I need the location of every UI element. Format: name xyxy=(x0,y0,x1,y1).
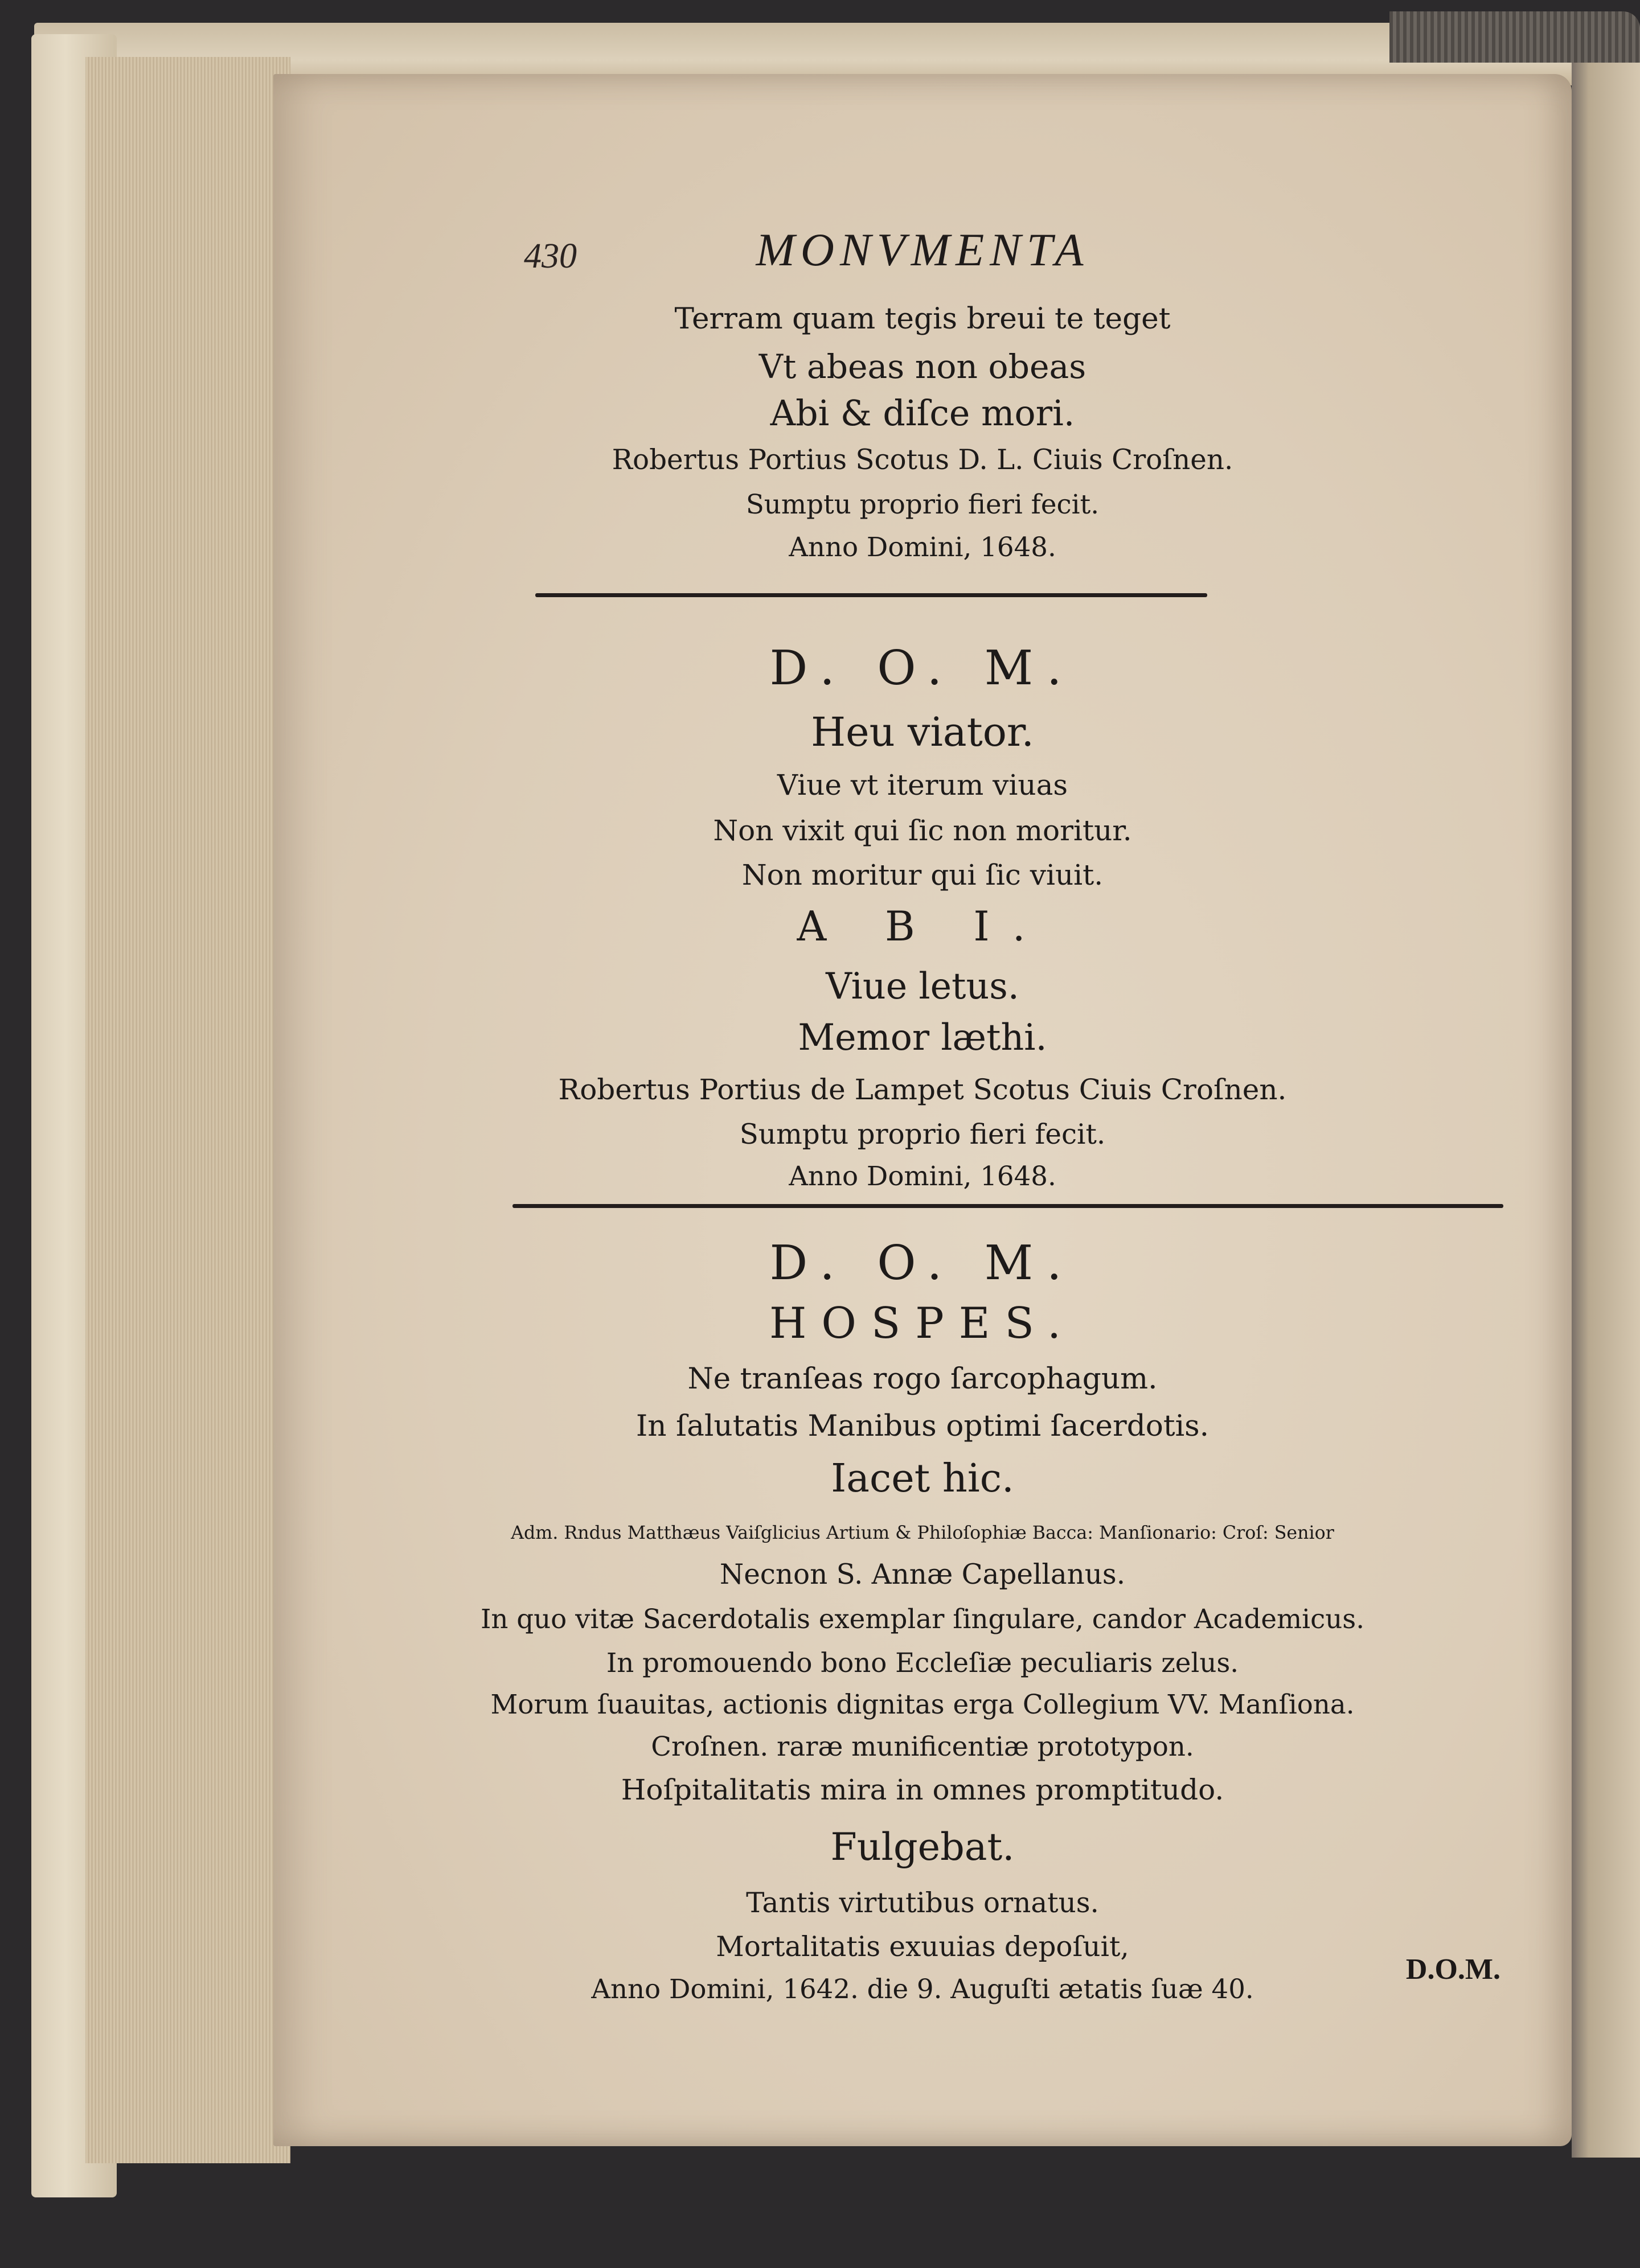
inscription-line: Hoſpitalitatis mira in omnes promptitudo. xyxy=(621,1773,1224,1806)
inscription-line: Fulgebat. xyxy=(830,1825,1015,1869)
inscription-line: Terram quam tegis breui te teget xyxy=(674,302,1171,336)
catchword: D.O.M. xyxy=(1405,1953,1500,1986)
book-spine xyxy=(1389,11,1640,63)
inscription-line: Morum ſuauitas, actionis dignitas erga Collegium VV. Manſiona. xyxy=(490,1690,1355,1720)
inscription-line: Non moritur qui ſic viuit. xyxy=(741,858,1104,891)
inscription-line: Anno Domini, 1648. xyxy=(789,532,1056,563)
book-page xyxy=(273,74,1572,2146)
inscription-line: Anno Domini, 1648. xyxy=(789,1161,1056,1192)
inscription-line: In promouendo bono Eccleſiæ peculiaris zelus. xyxy=(606,1648,1239,1679)
page-number: 430 xyxy=(524,237,577,276)
inscription-line: Mortalitatis exuuias depoſuit, xyxy=(716,1931,1129,1963)
page-stack-edge xyxy=(85,57,290,2163)
inscription-line: In ſalutatis Manibus optimi ſacerdotis. xyxy=(636,1409,1210,1443)
heading-dom: D. O. M. xyxy=(769,1235,1076,1291)
inscription-line: Adm. Rndus Matthæus Vaiſglicius Artium & Philoſophiæ Bacca: Manſionario: Croſ: Senior xyxy=(511,1523,1334,1543)
inscription-line: A B I. xyxy=(797,902,1048,950)
inscription-line: Viue vt iterum viuas xyxy=(777,769,1068,802)
inscription-line: Vt abeas non obeas xyxy=(758,347,1086,386)
page-text xyxy=(273,74,1572,2146)
inscription-line: Iacet hic. xyxy=(831,1456,1014,1501)
facing-page-edge xyxy=(1572,63,1640,2158)
inscription-line: Robertus Portius de Lampet Scotus Ciuis Croſnen. xyxy=(558,1073,1287,1106)
inscription-line: Robertus Portius Scotus D. L. Ciuis Croſnen. xyxy=(612,444,1233,476)
inscription-line: Viue letus. xyxy=(826,965,1019,1007)
inscription-line: Croſnen. raræ munificentiæ prototypon. xyxy=(651,1732,1194,1762)
section-divider xyxy=(535,593,1207,597)
heading-dom: D. O. M. xyxy=(769,640,1076,696)
inscription-line: Sumptu proprio fieri fecit. xyxy=(739,1119,1106,1151)
inscription-line: Necnon S. Annæ Capellanus. xyxy=(719,1559,1126,1591)
inscription-line: Abi & diſce mori. xyxy=(770,393,1075,434)
inscription-line: Ne tranſeas rogo ſarcophagum. xyxy=(687,1362,1158,1396)
inscription-line: Tantis virtutibus ornatus. xyxy=(746,1887,1099,1919)
inscription-line: Anno Domini, 1642. die 9. Auguſti ætatis ſuæ 40. xyxy=(591,1974,1254,2005)
inscription-line: Memor læthi. xyxy=(798,1016,1047,1058)
inscription-line: Sumptu proprio fieri fecit. xyxy=(745,490,1100,520)
inscription-line: Heu viator. xyxy=(811,709,1034,755)
inscription-line: Non vixit qui ſic non moritur. xyxy=(713,814,1132,847)
section-divider xyxy=(512,1204,1503,1208)
running-title: MONVMENTA xyxy=(756,224,1089,276)
heading-hospes: HOSPES. xyxy=(769,1298,1076,1348)
inscription-line: In quo vitæ Sacerdotalis exemplar ſingulare, candor Academicus. xyxy=(480,1604,1365,1635)
